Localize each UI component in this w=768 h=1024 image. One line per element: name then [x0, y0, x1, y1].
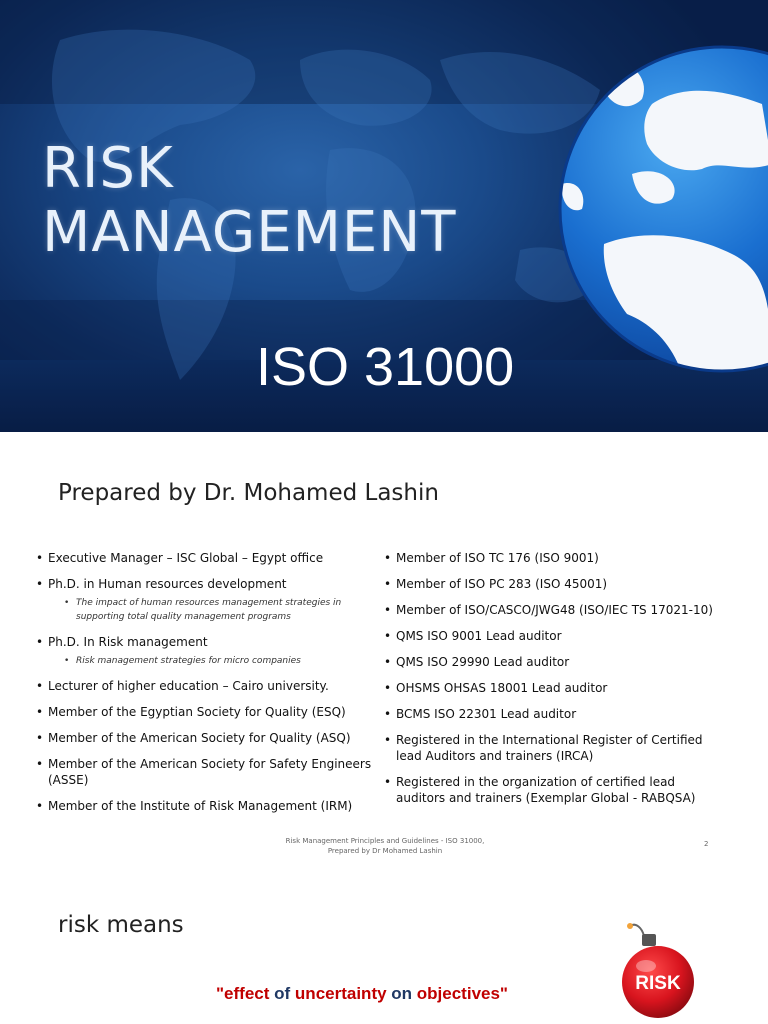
iso-31000-title: ISO 31000: [256, 337, 515, 397]
title-management: MANAGEMENT: [42, 200, 457, 265]
footer-line-1: Risk Management Principles and Guidelines - ISO 31000,: [285, 837, 485, 845]
list-item: • Ph.D. In Risk management: [36, 634, 376, 650]
list-item: • Registered in the International Register of Certified lead Auditors and trainers (IRCA): [384, 732, 724, 764]
quote-part: on: [391, 984, 417, 1003]
list-item: • Member of the Institute of Risk Management (IRM): [36, 798, 376, 814]
list-item: • OHSMS OHSAS 18001 Lead auditor: [384, 680, 724, 696]
list-item: • Executive Manager – ISC Global – Egypt office: [36, 550, 376, 566]
title-risk: RISK: [42, 136, 174, 201]
list-item: • Ph.D. in Human resources development: [36, 576, 376, 592]
author-slide: [0, 432, 768, 868]
quote-part: uncertainty: [294, 984, 392, 1003]
list-item: • Member of ISO/CASCO/JWG48 (ISO/IEC TS 17021-10): [384, 602, 724, 618]
prepared-by-heading: Prepared by Dr. Mohamed Lashin: [58, 480, 439, 506]
list-item: • QMS ISO 29990 Lead auditor: [384, 654, 724, 670]
risk-bomb-icon: [600, 918, 700, 1024]
list-item: • Registered in the organization of certified lead auditors and trainers (Exemplar Global - RABQSA): [384, 774, 724, 806]
list-item: • Lecturer of higher education – Cairo university.: [36, 678, 376, 694]
title-banner: [0, 0, 768, 432]
quote-part: "effect: [216, 984, 275, 1003]
risk-definition-slide: [0, 868, 768, 1024]
bomb-label: RISK: [635, 973, 681, 994]
list-item: • QMS ISO 9001 Lead auditor: [384, 628, 724, 644]
page-number: 2: [704, 840, 709, 848]
credentials-left-column: [36, 550, 376, 814]
slide-footer: [250, 836, 520, 856]
list-item: • Member of ISO TC 176 (ISO 9001): [384, 550, 724, 566]
risk-means-heading: risk means: [58, 912, 184, 938]
list-item: • Member of ISO PC 283 (ISO 45001): [384, 576, 724, 592]
list-item: • BCMS ISO 22301 Lead auditor: [384, 706, 724, 722]
credentials-right-column: [384, 550, 724, 806]
list-item: • Member of the Egyptian Society for Quality (ESQ): [36, 704, 376, 720]
risk-definition-quote: [216, 984, 508, 1004]
list-sub-item: • The impact of human resources management strategies in supporting total quality management programs: [36, 596, 376, 624]
quote-part: objectives": [416, 984, 508, 1003]
list-sub-item: • Risk management strategies for micro companies: [36, 654, 376, 668]
quote-part: of: [274, 984, 295, 1003]
list-item: • Member of the American Society for Quality (ASQ): [36, 730, 376, 746]
list-item: • Member of the American Society for Safety Engineers (ASSE): [36, 756, 376, 788]
footer-line-2: Prepared by Dr Mohamed Lashin: [327, 847, 443, 855]
globe-icon: [532, 44, 768, 374]
